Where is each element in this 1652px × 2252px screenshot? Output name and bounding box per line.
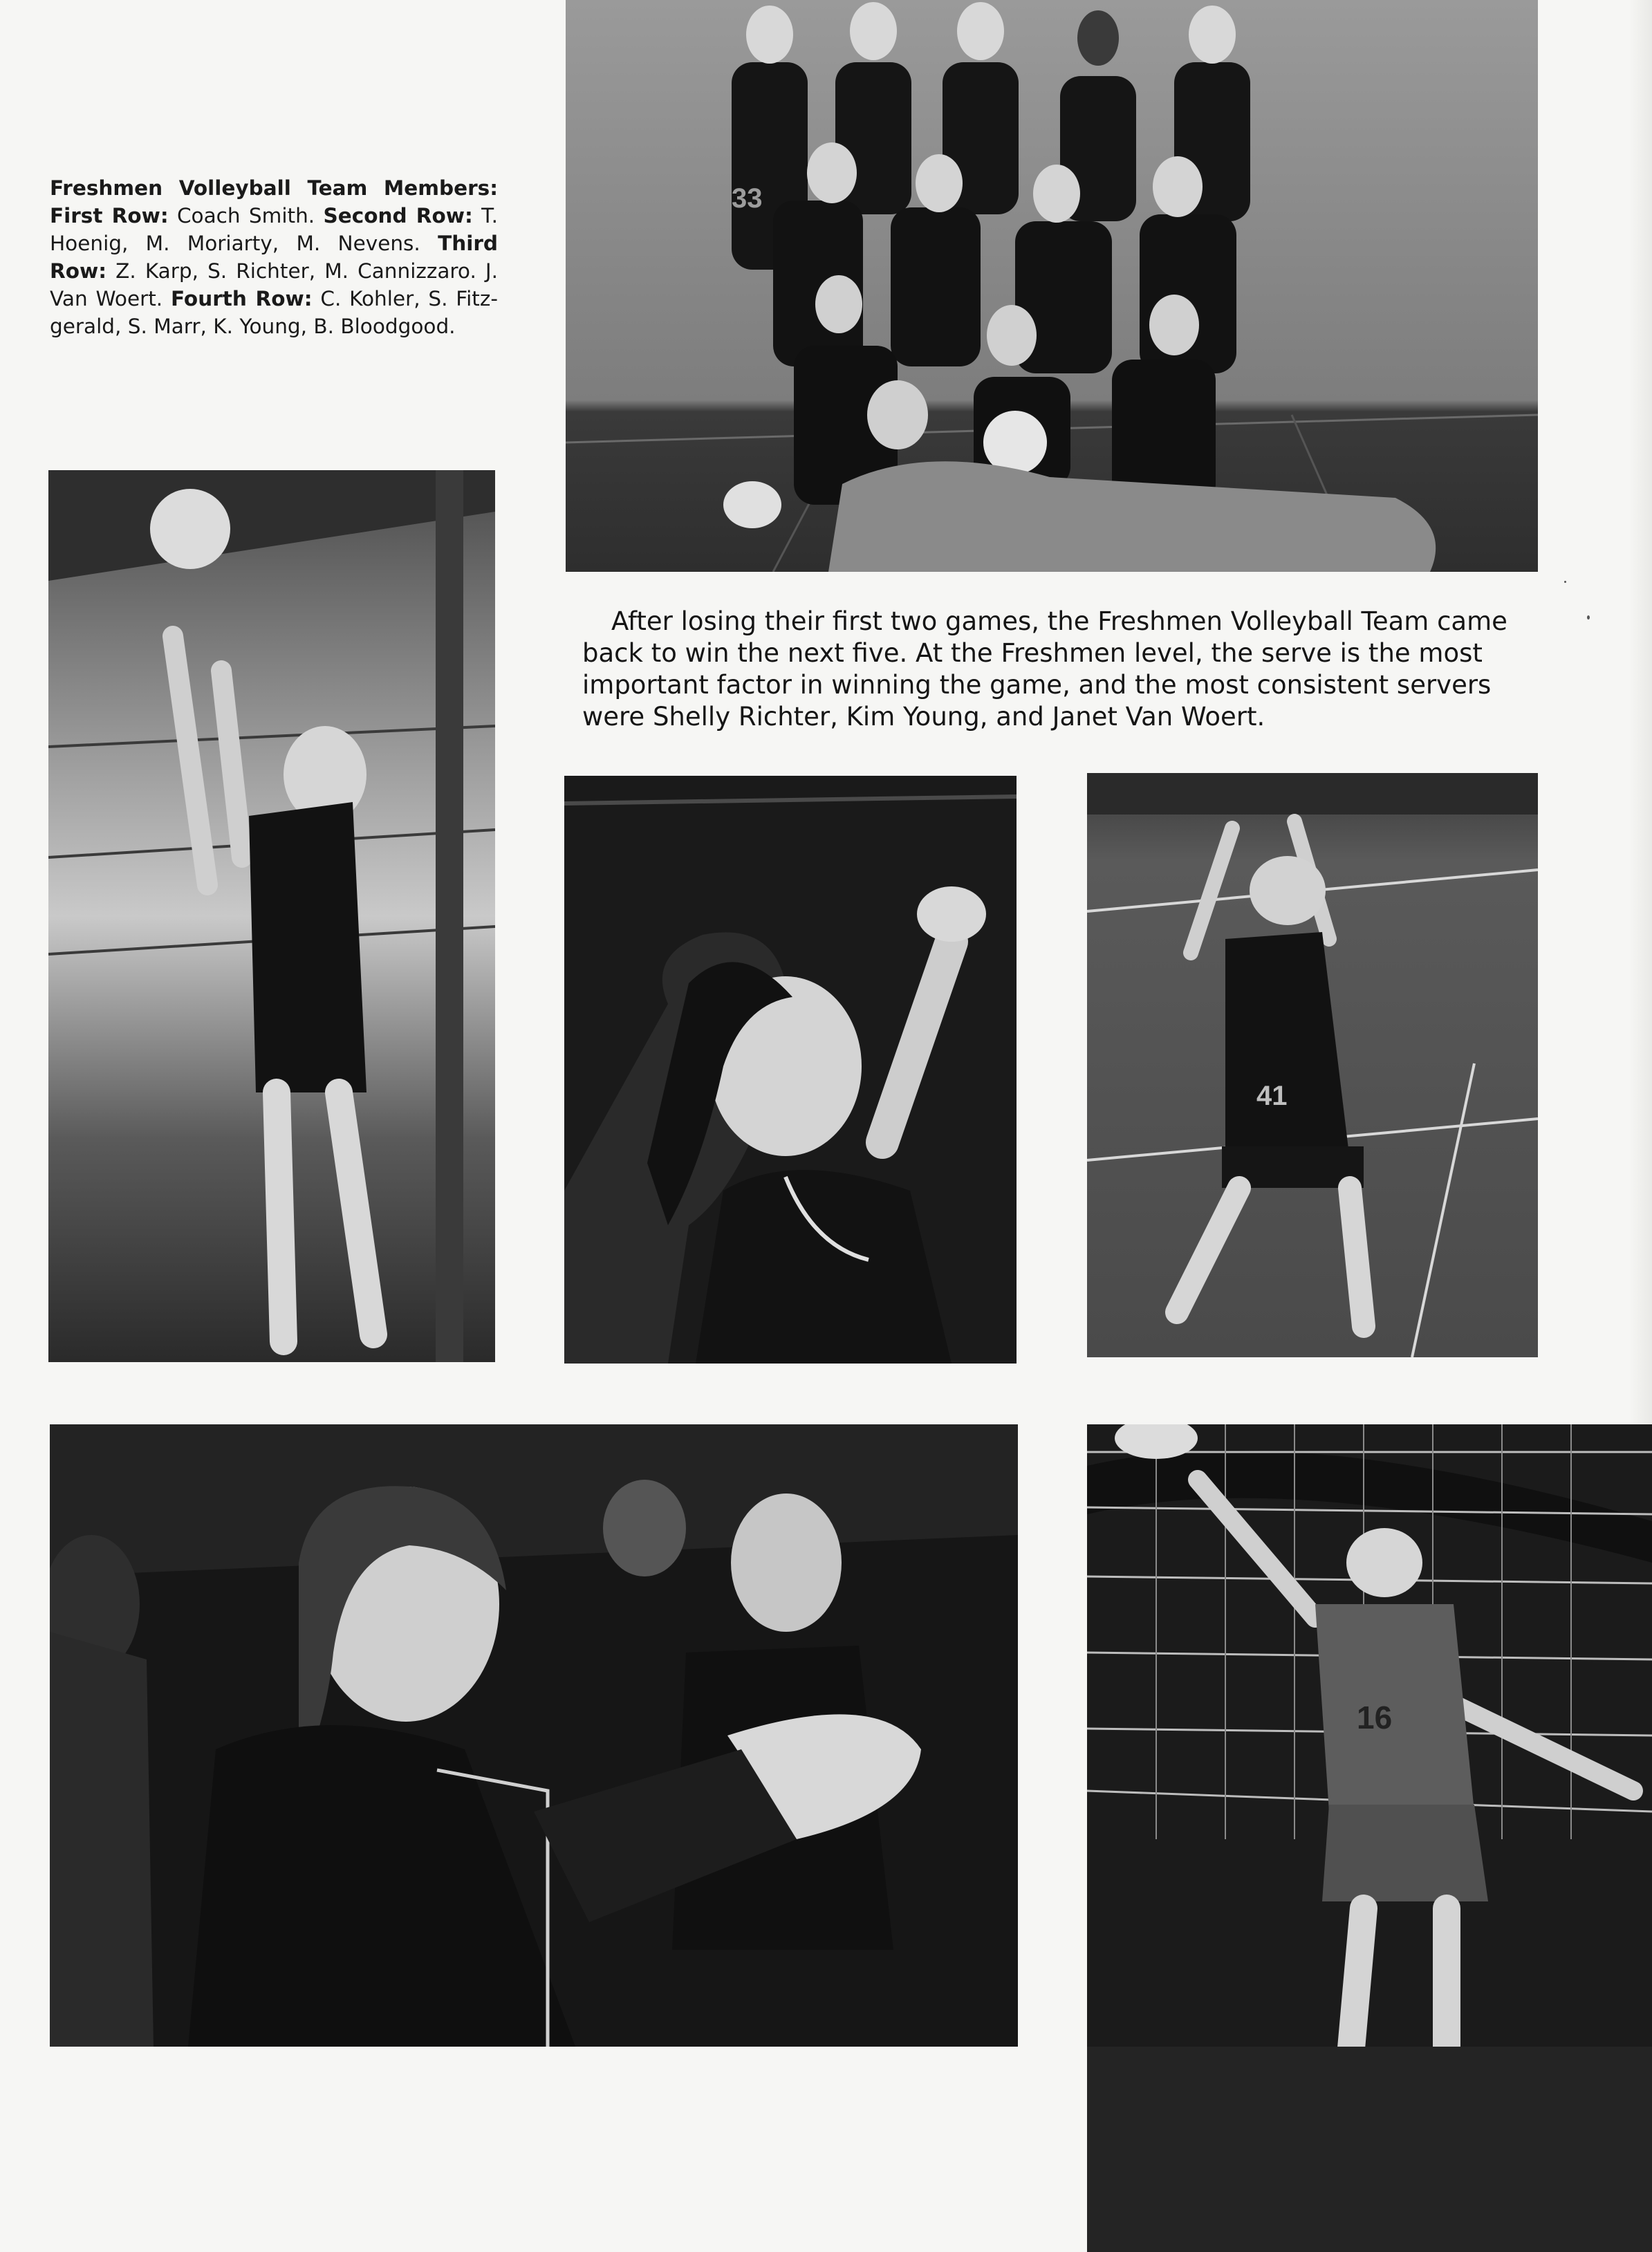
caption-row-label: First Row: xyxy=(50,204,169,227)
action-photo-bottom-left xyxy=(50,1424,1018,2047)
caption-row-names: T. Hoenig, M. Moriarty, M. Nevens. xyxy=(50,204,498,255)
action-photo-left xyxy=(48,470,495,1362)
caption-row-names: Z. Karp, S. Richter, M. Cannizzaro. J. Van Woert. xyxy=(50,259,498,310)
print-speck xyxy=(1564,581,1566,583)
story-line: back to win the next five. At the Freshmen level, the serve is the most xyxy=(582,638,1483,668)
print-speck xyxy=(1587,615,1590,620)
story-line: After losing their first two games, the Freshmen Volleyball Team came xyxy=(611,606,1507,636)
caption-row-names: C. Kohler, S. Fitz-gerald, S. Marr, K. Young, B. Bloodgood. xyxy=(50,287,498,338)
caption-title: Freshmen Volleyball Team Members: xyxy=(50,176,498,200)
story-line: important factor in winning the game, and the most consistent servers xyxy=(582,670,1492,700)
jersey-number: 16 xyxy=(1357,1700,1393,1735)
jersey-number: 33 xyxy=(732,183,763,214)
caption-row-label: Third Row: xyxy=(50,232,498,283)
team-photo xyxy=(566,0,1538,572)
caption-row-names: Coach Smith. xyxy=(176,204,315,227)
team-caption xyxy=(50,174,498,340)
caption-row-label: Second Row: xyxy=(323,204,473,227)
jersey-number: 41 xyxy=(1256,1081,1288,1111)
story-paragraph xyxy=(582,606,1523,733)
action-photo-middle xyxy=(564,776,1017,1364)
action-photo-bottom-right xyxy=(1087,1424,1652,2252)
action-photo-right xyxy=(1087,773,1538,1357)
story-line: were Shelly Richter, Kim Young, and Janet Van Woert. xyxy=(582,702,1265,732)
caption-row-label: Fourth Row: xyxy=(170,287,313,310)
